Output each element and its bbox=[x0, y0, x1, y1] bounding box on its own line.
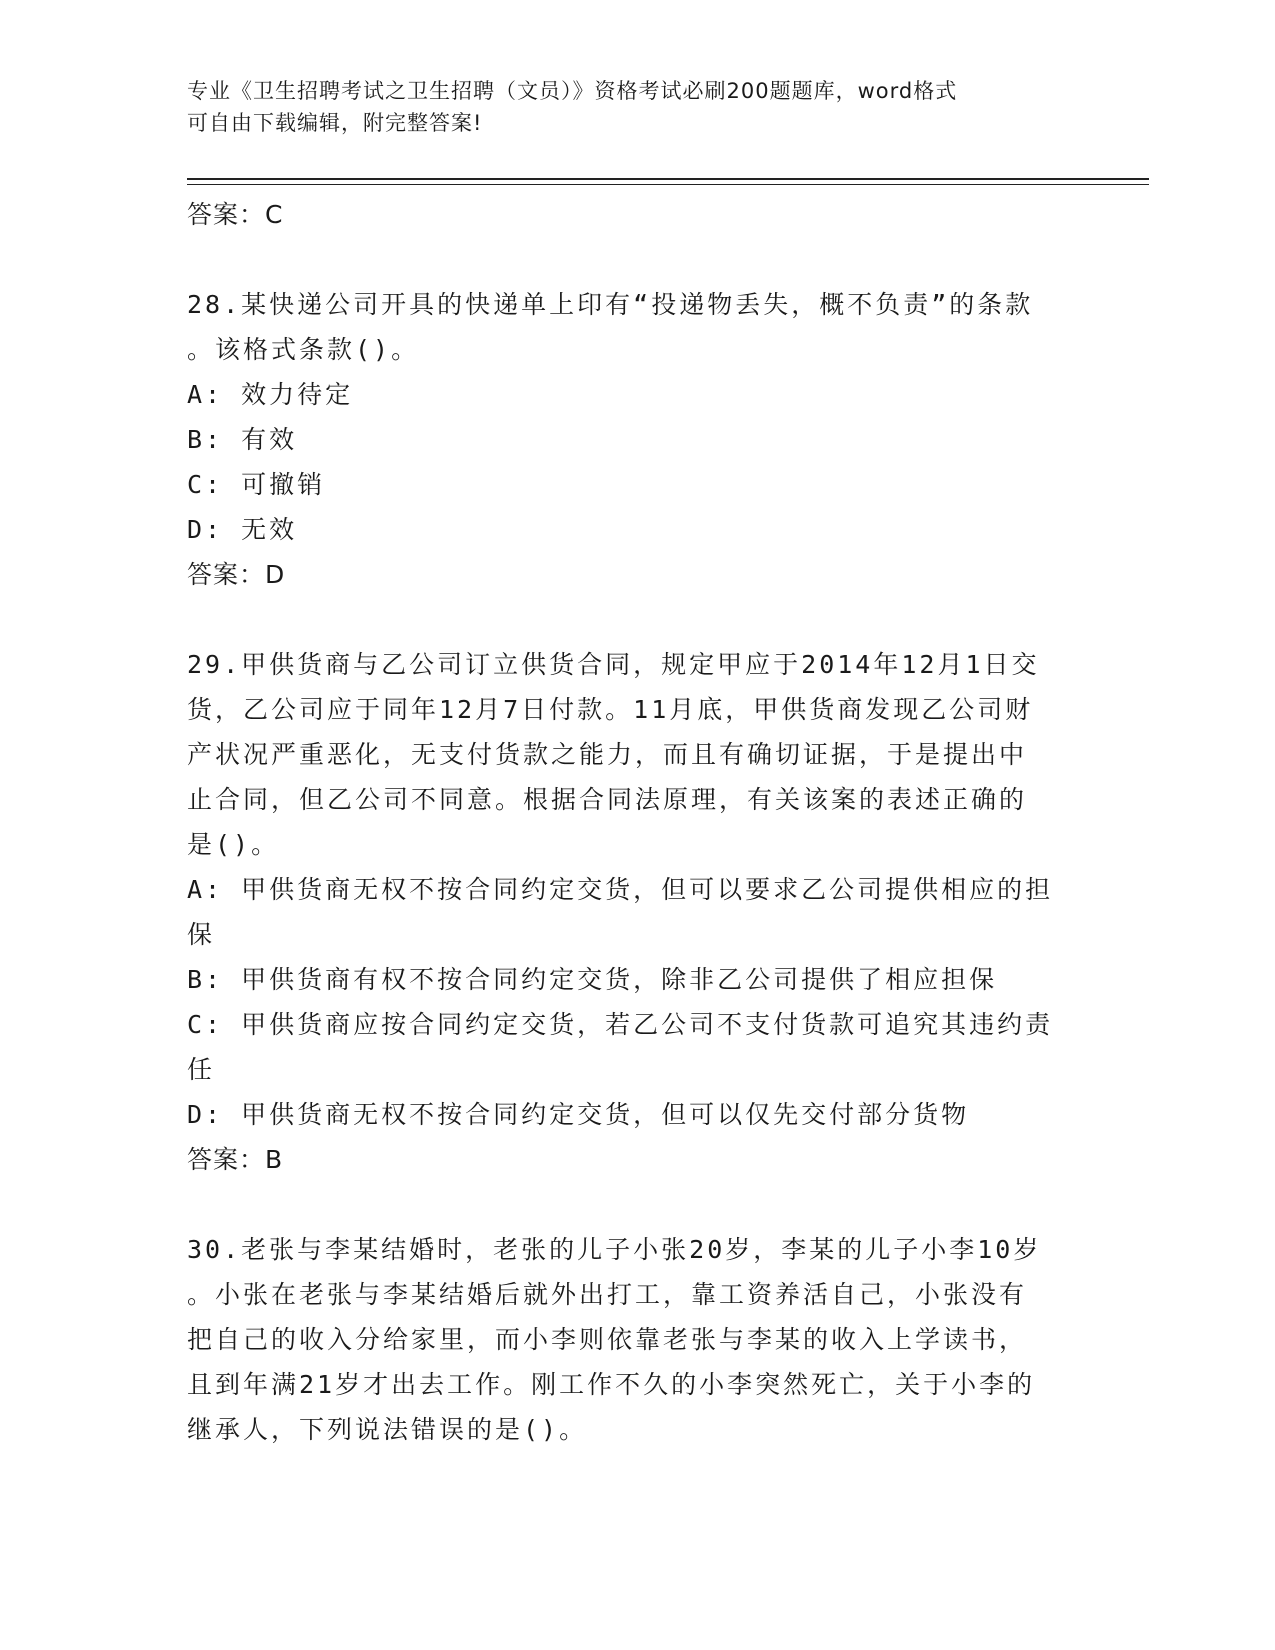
question-30-stem-line-1: 30.老张与李某结婚时，老张的儿子小张20岁，李某的儿子小李10岁 bbox=[187, 1235, 1042, 1264]
question-30-stem-line-3: 把自己的收入分给家里，而小李则依靠老张与李某的收入上学读书， bbox=[187, 1325, 1028, 1354]
header-rule-thin bbox=[187, 184, 1149, 185]
question-content bbox=[187, 192, 1087, 1452]
question-28 bbox=[187, 282, 1087, 597]
spacer bbox=[187, 1182, 1087, 1227]
question-29-stem-line-4: 止合同，但乙公司不同意。根据合同法原理，有关该案的表述正确的 bbox=[187, 785, 1028, 814]
question-29-stem-line-3: 产状况严重恶化，无支付货款之能力，而且有确切证据，于是提出中 bbox=[187, 740, 1028, 769]
question-30 bbox=[187, 1227, 1087, 1452]
question-29-option-c-line-2: 任 bbox=[187, 1055, 216, 1084]
question-29-option-a-line-1: A: 甲供货商无权不按合同约定交货，但可以要求乙公司提供相应的担 bbox=[187, 875, 1054, 904]
previous-answer: 答案：C bbox=[187, 200, 284, 229]
question-28-option-a: A: 效力待定 bbox=[187, 380, 354, 409]
question-28-stem-line-2: 。该格式条款()。 bbox=[187, 335, 420, 364]
spacer bbox=[187, 597, 1087, 642]
spacer bbox=[187, 237, 1087, 282]
question-29-stem-line-5: 是()。 bbox=[187, 830, 280, 859]
document-header bbox=[187, 75, 1067, 139]
question-28-option-c: C: 可撤销 bbox=[187, 470, 326, 499]
question-29-stem-line-2: 货，乙公司应于同年12月7日付款。11月底，甲供货商发现乙公司财 bbox=[187, 695, 1034, 724]
question-30-stem-line-5: 继承人，下列说法错误的是()。 bbox=[187, 1415, 588, 1444]
question-29-option-d: D: 甲供货商无权不按合同约定交货，但可以仅先交付部分货物 bbox=[187, 1100, 970, 1129]
question-29-option-b: B: 甲供货商有权不按合同约定交货，除非乙公司提供了相应担保 bbox=[187, 965, 998, 994]
question-28-stem-line-1: 28.某快递公司开具的快递单上印有“投递物丢失，概不负责”的条款 bbox=[187, 290, 1034, 319]
header-line-1: 专业《卫生招聘考试之卫生招聘（文员）》资格考试必刷200题题库，word格式 bbox=[187, 79, 958, 103]
question-28-option-b: B: 有效 bbox=[187, 425, 298, 454]
question-29 bbox=[187, 642, 1087, 1182]
question-29-option-c-line-1: C: 甲供货商应按合同约定交货，若乙公司不支付货款可追究其违约责 bbox=[187, 1010, 1054, 1039]
header-rule-thick bbox=[187, 178, 1149, 180]
question-28-answer: 答案：D bbox=[187, 560, 286, 589]
question-30-stem-line-2: 。小张在老张与李某结婚后就外出打工，靠工资养活自己，小张没有 bbox=[187, 1280, 1028, 1309]
header-line-2: 可自由下载编辑，附完整答案! bbox=[187, 111, 483, 135]
question-29-option-a-line-2: 保 bbox=[187, 920, 216, 949]
question-29-answer: 答案：B bbox=[187, 1145, 284, 1174]
question-30-stem-line-4: 且到年满21岁才出去工作。刚工作不久的小李突然死亡，关于小李的 bbox=[187, 1370, 1036, 1399]
question-28-option-d: D: 无效 bbox=[187, 515, 298, 544]
question-29-stem-line-1: 29.甲供货商与乙公司订立供货合同，规定甲应于2014年12月1日交 bbox=[187, 650, 1040, 679]
